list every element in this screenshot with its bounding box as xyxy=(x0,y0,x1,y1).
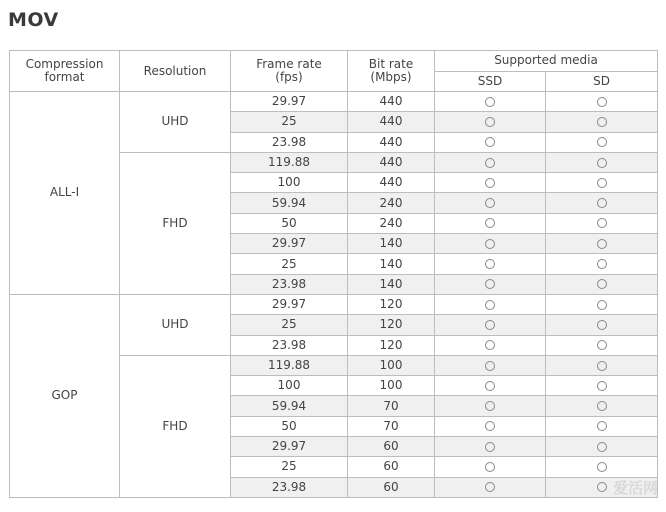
sd-support-cell xyxy=(546,112,658,132)
supported-circle-icon xyxy=(597,198,607,208)
bit-rate-cell: 440 xyxy=(348,173,435,193)
supported-circle-icon xyxy=(485,198,495,208)
supported-circle-icon xyxy=(485,462,495,472)
sd-support-cell xyxy=(546,132,658,152)
sd-support-cell xyxy=(546,92,658,112)
ssd-support-cell xyxy=(435,193,546,213)
ssd-support-cell xyxy=(435,376,546,396)
table-row xyxy=(10,92,658,112)
ssd-support-cell xyxy=(435,152,546,172)
sd-support-cell xyxy=(546,173,658,193)
header-ssd: SSD xyxy=(435,71,546,92)
supported-circle-icon xyxy=(597,259,607,269)
frame-rate-cell: 29.97 xyxy=(231,92,348,112)
frame-rate-cell: 25 xyxy=(231,254,348,274)
supported-circle-icon xyxy=(485,178,495,188)
sd-support-cell xyxy=(546,315,658,335)
bit-rate-cell: 70 xyxy=(348,416,435,436)
sd-support-cell xyxy=(546,335,658,355)
frame-rate-cell: 25 xyxy=(231,457,348,477)
frame-rate-cell: 50 xyxy=(231,416,348,436)
sd-support-cell xyxy=(546,234,658,254)
supported-circle-icon xyxy=(485,239,495,249)
ssd-support-cell xyxy=(435,234,546,254)
header-sd: SD xyxy=(546,71,658,92)
supported-circle-icon xyxy=(485,401,495,411)
supported-circle-icon xyxy=(485,320,495,330)
supported-circle-icon xyxy=(597,158,607,168)
supported-circle-icon xyxy=(485,259,495,269)
supported-circle-icon xyxy=(485,381,495,391)
table-body xyxy=(10,92,658,498)
bit-rate-cell: 120 xyxy=(348,294,435,314)
ssd-support-cell xyxy=(435,396,546,416)
ssd-support-cell xyxy=(435,92,546,112)
header-resolution: Resolution xyxy=(120,51,231,92)
supported-circle-icon xyxy=(597,239,607,249)
mov-spec-table xyxy=(9,50,658,498)
frame-rate-cell: 25 xyxy=(231,112,348,132)
sd-support-cell xyxy=(546,457,658,477)
ssd-support-cell xyxy=(435,112,546,132)
supported-circle-icon xyxy=(597,482,607,492)
sd-support-cell xyxy=(546,152,658,172)
supported-circle-icon xyxy=(485,340,495,350)
supported-circle-icon xyxy=(485,137,495,147)
supported-circle-icon xyxy=(485,442,495,452)
supported-circle-icon xyxy=(597,401,607,411)
supported-circle-icon xyxy=(597,97,607,107)
supported-circle-icon xyxy=(485,218,495,228)
bit-rate-cell: 440 xyxy=(348,152,435,172)
bit-rate-cell: 440 xyxy=(348,112,435,132)
compression-format-cell: GOP xyxy=(10,294,120,497)
supported-circle-icon xyxy=(597,300,607,310)
ssd-support-cell xyxy=(435,355,546,375)
header-frame-rate: Frame rate (fps) xyxy=(231,51,348,92)
ssd-support-cell xyxy=(435,274,546,294)
supported-circle-icon xyxy=(485,421,495,431)
frame-rate-cell: 29.97 xyxy=(231,437,348,457)
resolution-cell: FHD xyxy=(120,152,231,294)
bit-rate-cell: 100 xyxy=(348,376,435,396)
ssd-support-cell xyxy=(435,254,546,274)
bit-rate-cell: 120 xyxy=(348,315,435,335)
sd-support-cell xyxy=(546,376,658,396)
bit-rate-cell: 60 xyxy=(348,457,435,477)
sd-support-cell xyxy=(546,396,658,416)
frame-rate-cell: 23.98 xyxy=(231,477,348,497)
sd-support-cell xyxy=(546,294,658,314)
header-compression-format: Compression format xyxy=(10,51,120,92)
watermark-text: 爱活网 xyxy=(612,479,658,497)
frame-rate-cell: 100 xyxy=(231,376,348,396)
supported-circle-icon xyxy=(485,97,495,107)
supported-circle-icon xyxy=(485,158,495,168)
bit-rate-cell: 240 xyxy=(348,213,435,233)
frame-rate-cell: 50 xyxy=(231,213,348,233)
resolution-cell: UHD xyxy=(120,294,231,355)
bit-rate-cell: 120 xyxy=(348,335,435,355)
header-bit-rate: Bit rate (Mbps) xyxy=(348,51,435,92)
frame-rate-cell: 23.98 xyxy=(231,274,348,294)
supported-circle-icon xyxy=(597,361,607,371)
sd-support-cell xyxy=(546,213,658,233)
bit-rate-cell: 70 xyxy=(348,396,435,416)
supported-circle-icon xyxy=(485,361,495,371)
supported-circle-icon xyxy=(597,421,607,431)
supported-circle-icon xyxy=(485,482,495,492)
supported-circle-icon xyxy=(597,462,607,472)
supported-circle-icon xyxy=(597,178,607,188)
compression-format-cell: ALL-I xyxy=(10,92,120,295)
table-header xyxy=(10,51,658,92)
frame-rate-cell: 25 xyxy=(231,315,348,335)
supported-circle-icon xyxy=(485,279,495,289)
ssd-support-cell xyxy=(435,416,546,436)
sd-support-cell xyxy=(546,274,658,294)
bit-rate-cell: 440 xyxy=(348,132,435,152)
frame-rate-cell: 59.94 xyxy=(231,193,348,213)
frame-rate-cell: 100 xyxy=(231,173,348,193)
ssd-support-cell xyxy=(435,173,546,193)
frame-rate-cell: 23.98 xyxy=(231,335,348,355)
sd-support-cell xyxy=(546,254,658,274)
ssd-support-cell xyxy=(435,457,546,477)
supported-circle-icon xyxy=(597,117,607,127)
supported-circle-icon xyxy=(485,300,495,310)
sd-support-cell xyxy=(546,193,658,213)
bit-rate-cell: 60 xyxy=(348,437,435,457)
watermark-logo xyxy=(613,477,658,498)
bit-rate-cell: 240 xyxy=(348,193,435,213)
sd-support-cell xyxy=(546,437,658,457)
bit-rate-cell: 140 xyxy=(348,274,435,294)
bit-rate-cell: 100 xyxy=(348,355,435,375)
supported-circle-icon xyxy=(597,442,607,452)
bit-rate-cell: 140 xyxy=(348,234,435,254)
header-supported-media: Supported media xyxy=(435,51,658,72)
supported-circle-icon xyxy=(597,218,607,228)
page-title: MOV xyxy=(8,9,59,31)
frame-rate-cell: 23.98 xyxy=(231,132,348,152)
ssd-support-cell xyxy=(435,437,546,457)
resolution-cell: FHD xyxy=(120,355,231,497)
frame-rate-cell: 29.97 xyxy=(231,234,348,254)
ssd-support-cell xyxy=(435,132,546,152)
frame-rate-cell: 119.88 xyxy=(231,152,348,172)
bit-rate-cell: 60 xyxy=(348,477,435,497)
resolution-cell: UHD xyxy=(120,92,231,153)
bit-rate-cell: 140 xyxy=(348,254,435,274)
bit-rate-cell: 440 xyxy=(348,92,435,112)
supported-circle-icon xyxy=(597,381,607,391)
supported-circle-icon xyxy=(597,279,607,289)
ssd-support-cell xyxy=(435,213,546,233)
frame-rate-cell: 59.94 xyxy=(231,396,348,416)
supported-circle-icon xyxy=(597,320,607,330)
supported-circle-icon xyxy=(597,137,607,147)
frame-rate-cell: 29.97 xyxy=(231,294,348,314)
ssd-support-cell xyxy=(435,335,546,355)
ssd-support-cell xyxy=(435,477,546,497)
supported-circle-icon xyxy=(485,117,495,127)
sd-support-cell xyxy=(546,355,658,375)
ssd-support-cell xyxy=(435,294,546,314)
table-row xyxy=(10,294,658,314)
frame-rate-cell: 119.88 xyxy=(231,355,348,375)
supported-circle-icon xyxy=(597,340,607,350)
sd-support-cell xyxy=(546,416,658,436)
ssd-support-cell xyxy=(435,315,546,335)
